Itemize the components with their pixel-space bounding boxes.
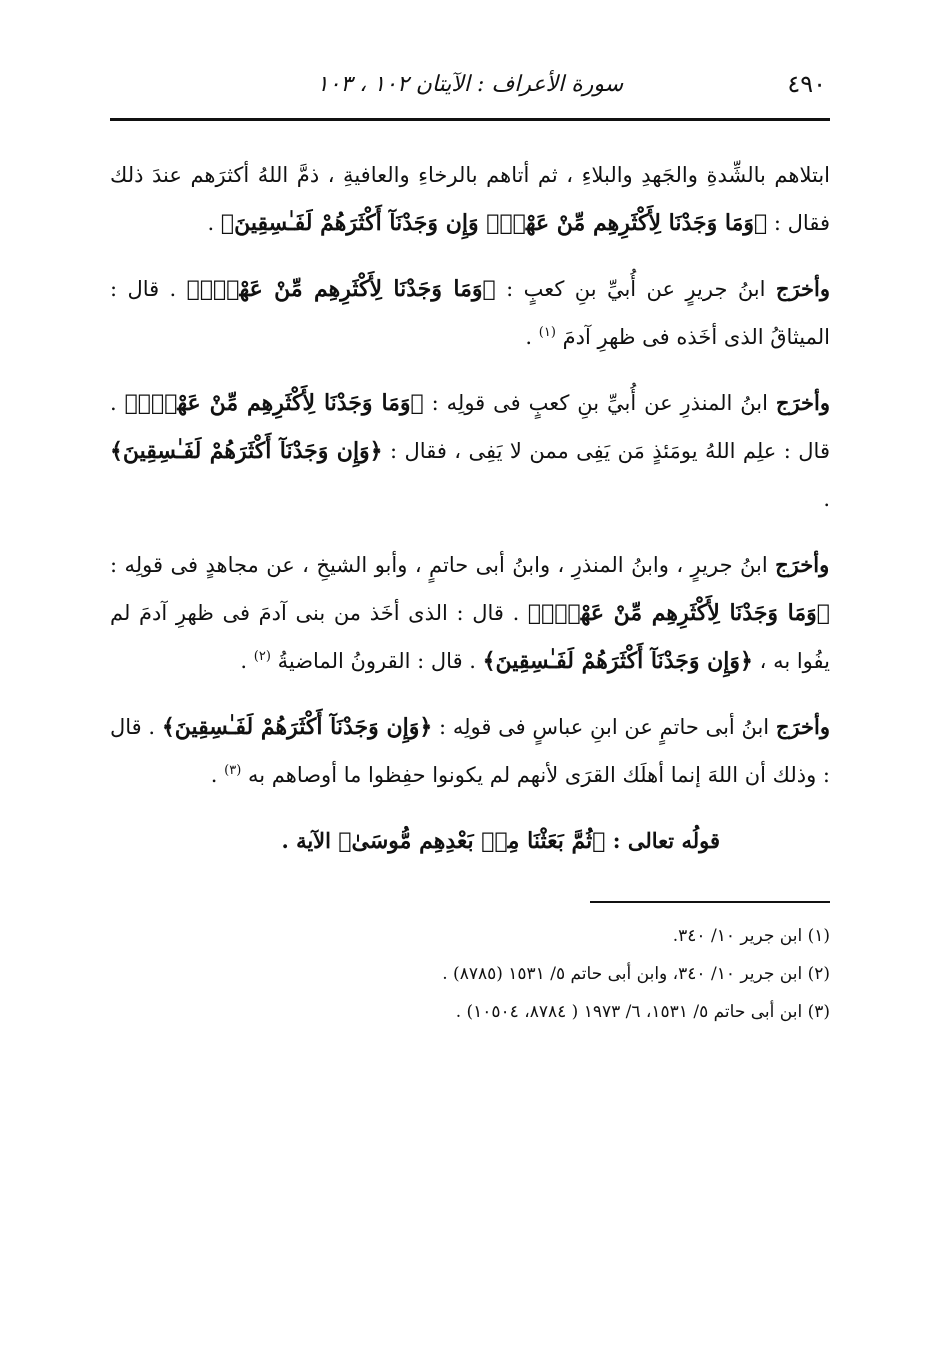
paragraph-lead: وأخرَج xyxy=(775,552,830,577)
quran-quote: ﴿وَمَا وَجَدْنَا لِأَكْثَرِهِم مِّنْ عَهْدٍۖ وَإِن وَجَدْنَآ أَكْثَرَهُمْ لَفَـٰسِقِينَ﴾ xyxy=(220,210,768,236)
footnote-3: (٣) ابن أبى حاتم ٥/ ١٥٣١، ٦/ ١٩٧٣ ( ٨٧٨٤، ١٠٥٠٤) . xyxy=(455,1002,830,1022)
quran-quote: ﴿وَإِن وَجَدْنَآ أَكْثَرَهُمْ لَفَـٰسِقِينَ﴾ xyxy=(110,438,383,464)
text-segment: . xyxy=(525,325,533,349)
paragraph-4 xyxy=(110,541,830,685)
footnote-marker: (٢) xyxy=(253,649,271,664)
header-rule xyxy=(110,118,830,121)
paragraph-5 xyxy=(110,703,830,799)
text-segment: . قال : الذى أخَذ من بنى آدمَ فى ظهرِ آدمَ لم يفُوا به ، xyxy=(110,601,830,673)
text-segment: ابتلاهم بالشِّدةِ والجَهدِ والبلاءِ ، ثم أتاهم بالرخاءِ والعافيةِ ، ذمَّ اللهُ أكثرَهم عندَ ذلك فقال : xyxy=(110,163,830,235)
text-segment: . قال : علِم اللهُ يومَئذٍ مَن يَفِى ممن لا يَفِى ، فقال : xyxy=(110,391,830,463)
quran-quote: ﴿ثُمَّ بَعَثْنَا مِنۢ بَعْدِهِم مُّوسَىٰ﴾ xyxy=(338,828,606,854)
text-segment: . xyxy=(207,211,215,235)
quran-quote: ﴿وَمَا وَجَدْنَا لِأَكْثَرِهِم مِّنْ عَهْدٍۖ﴾ xyxy=(527,600,830,626)
text-segment: . قال : وذلك أن اللهَ إنما أهلَك القرَى لأنهم لم يكونوا حفِظوا ما أوصاهم به xyxy=(110,715,830,787)
text-segment: . xyxy=(240,649,248,673)
main-text xyxy=(110,151,830,865)
quran-quote: ﴿وَإِن وَجَدْنَآ أَكْثَرَهُمْ لَفَـٰسِقِينَ﴾ xyxy=(161,714,433,740)
text-segment: ابنُ جريرٍ عن أُبيِّ بنِ كعبٍ : xyxy=(495,277,766,301)
footnote-rule xyxy=(590,901,830,903)
page-header xyxy=(110,60,830,108)
text-segment: ابنُ أبى حاتمٍ عن ابنِ عباسٍ فى قولِه : xyxy=(432,715,770,739)
text-segment: . xyxy=(210,763,218,787)
footnote-1: (١) ابن جرير ١٠/ ٣٤٠. xyxy=(672,926,830,946)
footnotes xyxy=(110,917,830,1031)
running-title: سورة الأعراف : الآيتان ١٠٢ ، ١٠٣ xyxy=(316,72,624,97)
footnote-marker: (١) xyxy=(538,325,556,340)
footnote-2: (٢) ابن جرير ١٠/ ٣٤٠، وابن أبى حاتم ٥/ ١٥٣١ (٨٧٨٥) . xyxy=(442,964,830,984)
quran-quote: ﴿وَإِن وَجَدْنَآ أَكْثَرَهُمْ لَفَـٰسِقِينَ﴾ xyxy=(482,648,753,674)
paragraph-lead: وأخرَج xyxy=(775,714,830,739)
footnote-marker: (٣) xyxy=(224,763,242,778)
heading-suffix: الآية . xyxy=(281,828,331,853)
text-segment: ابنُ جريرٍ ، وابنُ المنذرِ ، وابنُ أبى حاتمٍ ، وأبو الشيخِ ، عن مجاهدٍ فى قولِه : xyxy=(110,553,768,577)
paragraph-lead: وأخرَج xyxy=(775,276,831,301)
book-page xyxy=(110,60,830,1260)
heading-label: قولُه تعالى : xyxy=(605,828,720,853)
text-segment: ابنُ المنذرِ عن أُبيِّ بنِ كعبٍ فى قولِه : xyxy=(423,391,768,415)
paragraph-3 xyxy=(110,379,830,523)
text-segment: . قال : القرونُ الماضيةُ xyxy=(277,649,476,673)
paragraph-2 xyxy=(110,265,830,361)
quran-quote: ﴿وَمَا وَجَدْنَا لِأَكْثَرِهِم مِّنْ عَهْدٍۖ﴾ xyxy=(124,390,424,416)
paragraph-1 xyxy=(110,151,830,247)
page-number: ٤٩٠ xyxy=(787,70,826,98)
quran-quote: ﴿وَمَا وَجَدْنَا لِأَكْثَرِهِم مِّنْ عَهْدٍۖ﴾ xyxy=(186,276,496,302)
paragraph-lead: وأخرَج xyxy=(775,390,830,415)
text-segment: . قال : الميثاقُ الذى أخَذه فى ظهرِ آدمَ xyxy=(110,277,830,349)
verse-heading xyxy=(110,817,830,865)
text-segment: . xyxy=(823,487,830,511)
